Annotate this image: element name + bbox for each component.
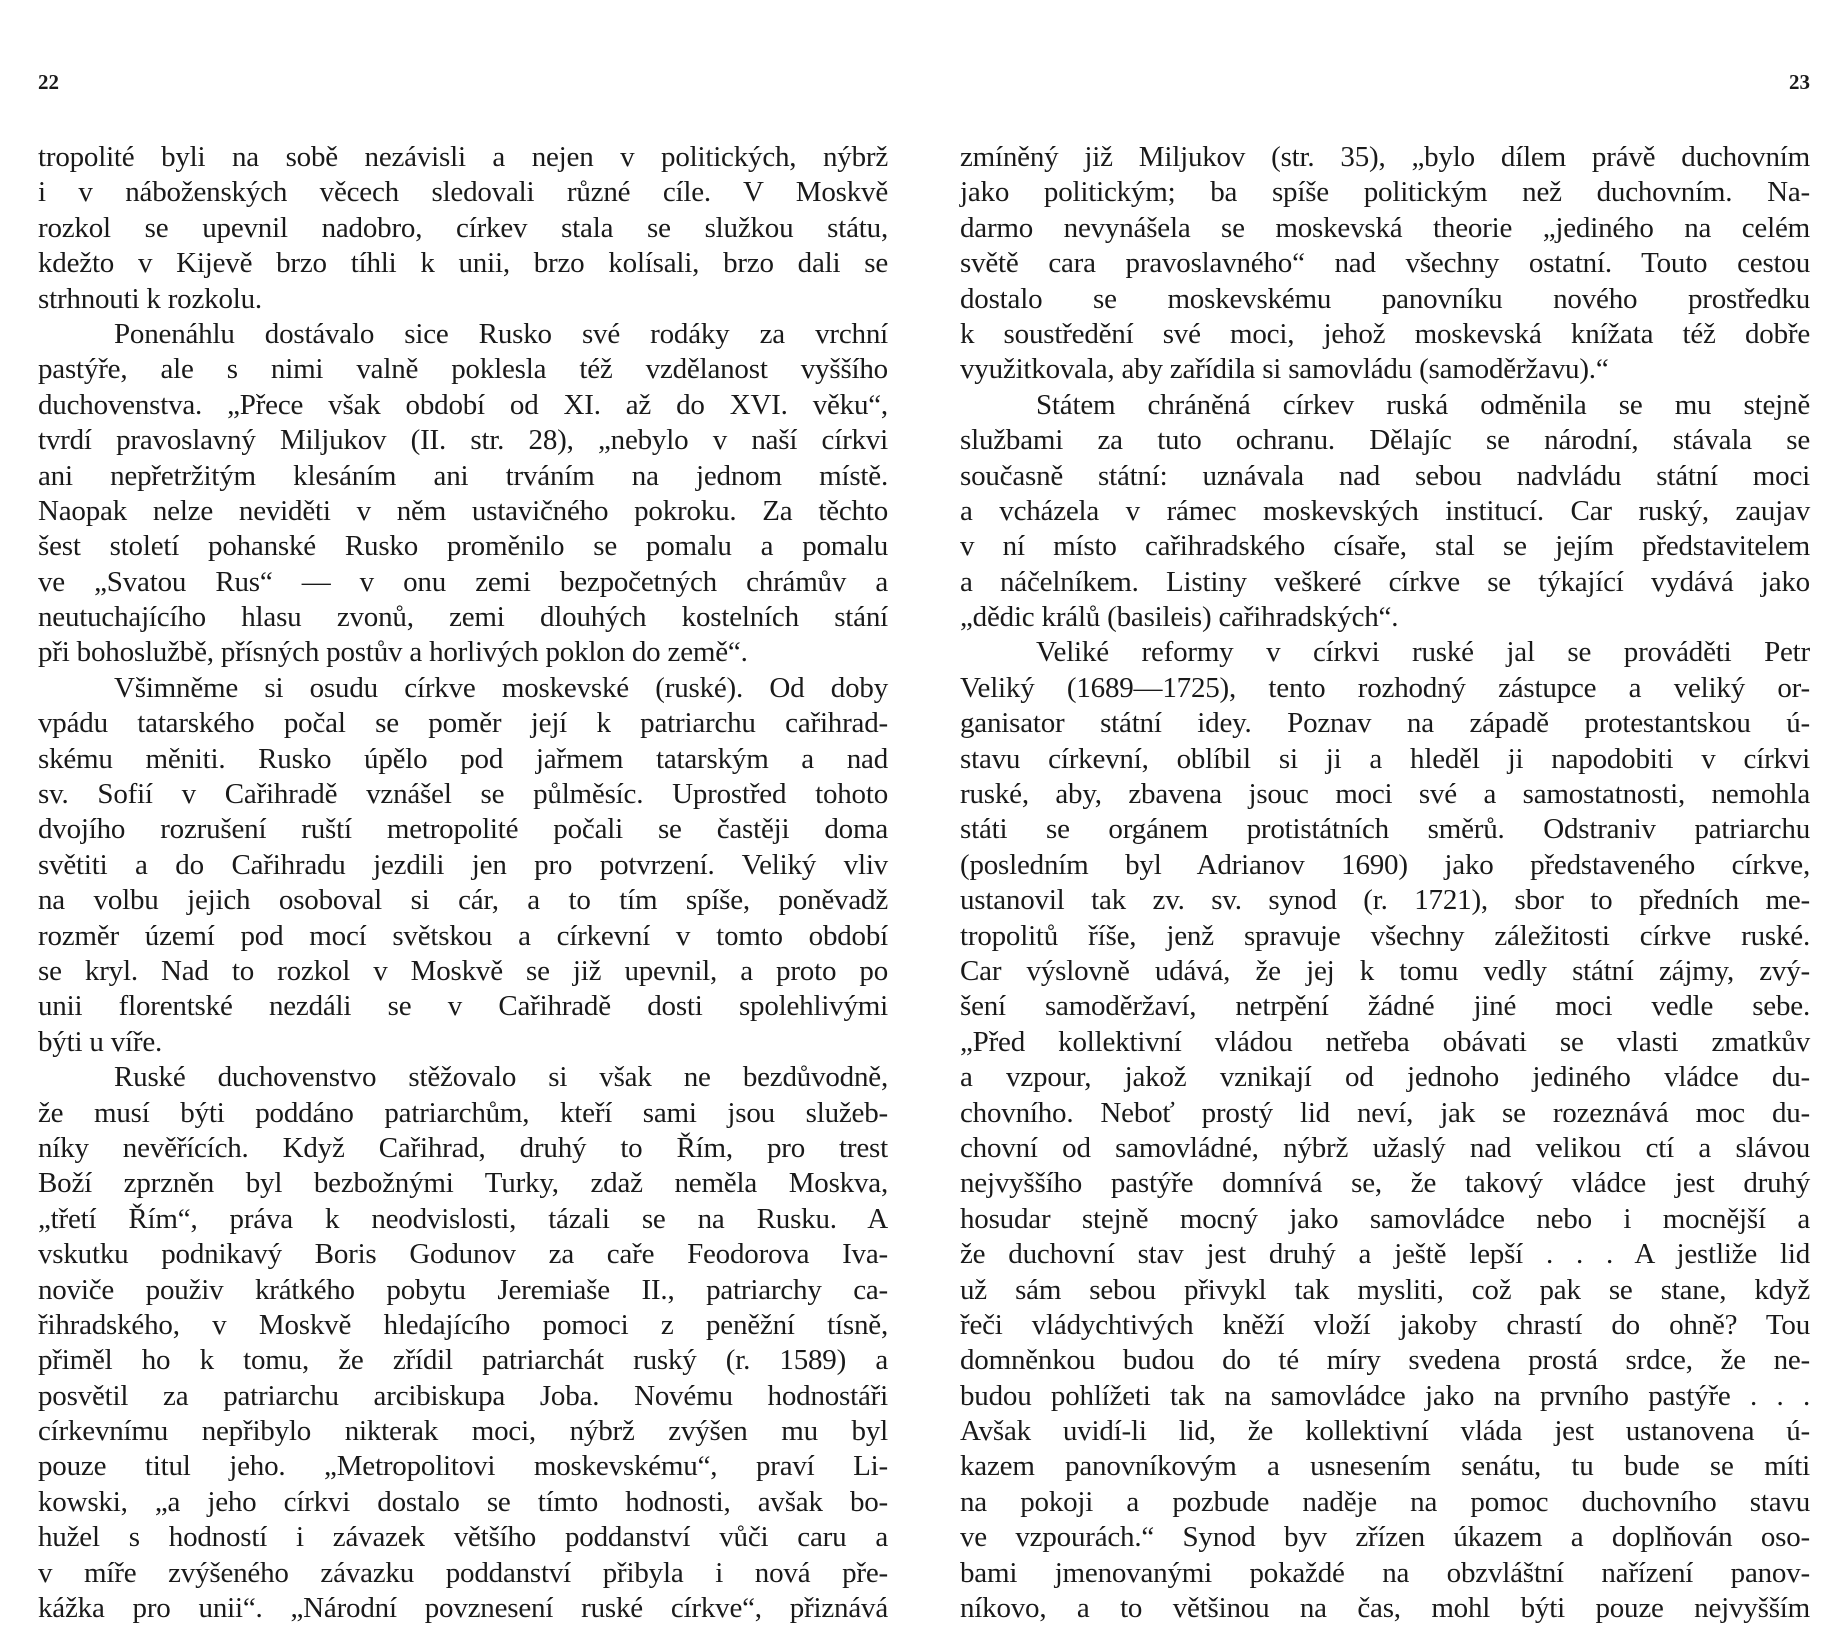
- right-page-text: [960, 140, 1810, 1626]
- text-line: se kryl. Nad to rozkol v Moskvě se již upevnil, a proto po: [38, 954, 888, 987]
- text-line: světě cara pravoslavného“ nad všechny ostatní. Touto cestou: [960, 247, 1810, 280]
- text-line: řeči vládychtivých kněží vloží jakoby chrastí do ohně? Tou: [960, 1308, 1810, 1341]
- page-number-right: 23: [1789, 70, 1810, 94]
- text-line: světiti a do Cařihradu jezdili jen pro potvrzení. Veliký vliv: [38, 848, 888, 881]
- text-line: šest století pohanské Rusko proměnilo se pomalu a pomalu: [38, 530, 888, 563]
- text-line: bami jmenovanými pokaždé na obzvláštní nařízení panov-: [960, 1556, 1810, 1589]
- text-line: chovní od samovládné, nýbrž užaslý nad velikou ctí a slávou: [960, 1131, 1810, 1164]
- text-line: Veliký (1689—1725), tento rozhodný zástupce a veliký or-: [960, 671, 1810, 704]
- text-line: ani nepřetržitým klesáním ani trváním na jednom místě.: [38, 459, 888, 492]
- text-line: v míře zvýšeného závazku poddanství přibyla i nová pře-: [38, 1556, 888, 1589]
- text-line: ganisator státní idey. Poznav na západě protestantskou ú-: [960, 707, 1810, 740]
- text-line: Veliké reformy v církvi ruské jal se prováděti Petr: [1036, 636, 1810, 669]
- text-line: noviče použiv krátkého pobytu Jeremiaše II., patriarchy ca-: [38, 1273, 888, 1306]
- text-line: Ponenáhlu dostávalo sice Rusko své rodáky za vrchní: [114, 317, 888, 350]
- right-page: [960, 0, 1810, 1625]
- text-line: Car výslovně udává, že jej k tomu vedly státní zájmy, zvý-: [960, 954, 1810, 987]
- text-line: strhnouti k rozkolu.: [38, 282, 262, 315]
- text-line: ve vzpourách.“ Synod byv zřízen úkazem a doplňován oso-: [960, 1521, 1810, 1554]
- text-line: ustanovil tak zv. sv. synod (r. 1721), sbor to předních me-: [960, 884, 1810, 917]
- text-line: pastýře, ale s nimi valně poklesla též vzdělanost vyššího: [38, 353, 888, 386]
- text-line: (posledním byl Adrianov 1690) jako představeného církve,: [960, 848, 1810, 881]
- text-line: Státem chráněná církev ruská odměnila se mu stejně: [1036, 388, 1810, 421]
- text-line: nejvyššího pastýře domnívá se, že takový vládce jest druhý: [960, 1167, 1810, 1200]
- text-line: „dědic králů (basileis) cařihradských“.: [960, 601, 1399, 634]
- text-line: „třetí Řím“, práva k neodvislosti, tázali se na Rusku. A: [38, 1202, 888, 1235]
- text-line: tropolitů říše, jenž spravuje všechny záležitosti církve ruské.: [960, 919, 1810, 952]
- text-line: Avšak uvidí-li lid, že kollektivní vláda jest ustanovena ú-: [960, 1415, 1810, 1448]
- text-line: jako politickým; ba spíše politickým než duchovním. Na-: [960, 176, 1810, 209]
- text-line: službami za tuto ochranu. Dělajíc se národní, stávala se: [960, 424, 1810, 457]
- text-line: chovního. Neboť prostý lid neví, jak se rozeznává moc du-: [960, 1096, 1810, 1129]
- text-line: unii florentské nezdáli se v Cařihradě dosti spolehlivými: [38, 990, 888, 1023]
- text-line: kowski, „a jeho církvi dostalo se tímto hodnosti, avšak bo-: [38, 1485, 888, 1518]
- text-line: vpádu tatarského počal se poměr její k patriarchu cařihrad-: [38, 707, 888, 740]
- text-line: při bohoslužbě, přísných postův a horlivých poklon do země“.: [38, 636, 748, 669]
- text-line: že musí býti poddáno patriarchům, kteří sami jsou služeb-: [38, 1096, 888, 1129]
- text-line: že duchovní stav jest druhý a ještě lepší . . . A jestliže lid: [960, 1238, 1810, 1271]
- text-line: vskutku podnikavý Boris Godunov za caře Feodorova Iva-: [38, 1238, 888, 1271]
- text-line: kážka pro unii“. „Národní povznesení ruské církve“, přiznává: [38, 1592, 888, 1625]
- text-line: řihradského, v Moskvě hledajícího pomoci z peněžní tísně,: [38, 1308, 888, 1341]
- text-line: sv. Sofií v Cařihradě vznášel se půlměsíc. Uprostřed tohoto: [38, 778, 888, 811]
- text-line: pouze titul jeho. „Metropolitovi moskevskému“, praví Li-: [38, 1450, 888, 1483]
- text-line: níky nevěřících. Když Cařihrad, druhý to Řím, pro trest: [38, 1131, 888, 1164]
- text-line: rozkol se upevnil nadobro, církev stala se služkou státu,: [38, 211, 888, 244]
- text-line: státi se orgánem protistátních směrů. Odstraniv patriarchu: [960, 813, 1810, 846]
- text-line: posvětil za patriarchu arcibiskupa Joba. Novému hodnostáři: [38, 1379, 888, 1412]
- text-line: ruské, aby, zbavena jsouc moci své a samostatnosti, nemohla: [960, 778, 1810, 811]
- text-line: hužel s hodností i závazek většího poddanství vůči caru a: [38, 1521, 888, 1554]
- text-line: na volbu jejich osoboval si cár, a to tím spíše, poněvadž: [38, 884, 888, 917]
- text-line: stavu církevní, oblíbil si ji a hleděl ji napodobiti v církvi: [960, 742, 1810, 775]
- text-line: dostalo se moskevskému panovníku nového prostředku: [960, 282, 1810, 315]
- text-line: níkovo, a to většinou na čas, mohl býti pouze nejvyšším: [960, 1592, 1810, 1625]
- text-line: i v náboženských věcech sledovali různé cíle. V Moskvě: [38, 176, 888, 209]
- text-line: býti u víře.: [38, 1025, 163, 1058]
- left-page: [38, 0, 888, 1625]
- text-line: rozměr území pod mocí světskou a církevní v tomto období: [38, 919, 888, 952]
- text-line: tvrdí pravoslavný Miljukov (II. str. 28), „nebylo v naší církvi: [38, 424, 888, 457]
- text-line: neutuchajícího hlasu zvonů, zemi dlouhých kostelních stání: [38, 601, 888, 634]
- text-line: Boží zprzněn byl bezbožnými Turky, zdaž neměla Moskva,: [38, 1167, 888, 1200]
- text-line: církevnímu nepřibylo nikterak moci, nýbrž zvýšen mu byl: [38, 1415, 888, 1448]
- text-line: Všimněme si osudu církve moskevské (ruské). Od doby: [114, 671, 888, 704]
- page-number-left: 22: [38, 70, 59, 94]
- text-line: duchovenstva. „Přece však období od XI. až do XVI. věku“,: [38, 388, 888, 421]
- text-line: a vzpour, jakož vznikají od jednoho jediného vládce du-: [960, 1061, 1810, 1094]
- text-line: a náčelníkem. Listiny veškeré církve se týkající vydává jako: [960, 565, 1810, 598]
- text-line: kazem panovníkovým a usnesením senátu, tu bude se míti: [960, 1450, 1810, 1483]
- text-line: budou pohlížeti tak na samovládce jako na prvního pastýře . . .: [960, 1379, 1810, 1412]
- text-line: k soustředění své moci, jehož moskevská knížata též dobře: [960, 317, 1810, 350]
- text-line: darmo nevynášela se moskevská theorie „jediného na celém: [960, 211, 1810, 244]
- text-line: domněnkou budou do té míry svedena prostá srdce, že ne-: [960, 1344, 1810, 1377]
- text-line: současně státní: uznávala nad sebou nadvládu státní moci: [960, 459, 1810, 492]
- text-line: hosudar stejně mocný jako samovládce nebo i mocnější a: [960, 1202, 1810, 1235]
- text-line: přiměl ho k tomu, že zřídil patriarchát ruský (r. 1589) a: [38, 1344, 888, 1377]
- text-line: „Před kollektivní vládou netřeba obávati se vlasti zmatkův: [960, 1025, 1810, 1058]
- text-line: šení samoděržaví, netrpění žádné jiné moci vedle sebe.: [960, 990, 1810, 1023]
- text-line: tropolité byli na sobě nezávisli a nejen v politických, nýbrž: [38, 141, 888, 173]
- text-line: Naopak nelze neviděti v něm ustavičného pokroku. Za těchto: [38, 494, 888, 527]
- text-line: zmíněný již Miljukov (str. 35), „bylo dílem právě duchovním: [960, 141, 1810, 173]
- text-line: Ruské duchovenstvo stěžovalo si však ne bezdůvodně,: [114, 1061, 888, 1094]
- text-line: kdežto v Kijevě brzo tíhli k unii, brzo kolísali, brzo dali se: [38, 247, 888, 280]
- text-line: skému měniti. Rusko úpělo pod jařmem tatarským a nad: [38, 742, 888, 775]
- text-line: v ní místo cařihradského císaře, stal se jejím představitelem: [960, 530, 1810, 563]
- text-line: už sám sebou přivykl tak mysliti, což pak se stane, když: [960, 1273, 1810, 1306]
- text-line: a vcházela v rámec moskevských institucí. Car ruský, zaujav: [960, 494, 1810, 527]
- text-line: ve „Svatou Rus“ — v onu zemi bezpočetných chrámův a: [38, 565, 888, 598]
- text-line: dvojího rozrušení ruští metropolité počali se častěji doma: [38, 813, 888, 846]
- text-line: využitkovala, aby zařídila si samovládu (samoděržavu).“: [960, 353, 1609, 386]
- left-page-text: [38, 140, 888, 1626]
- text-line: na pokoji a pozbude naděje na pomoc duchovního stavu: [960, 1485, 1810, 1518]
